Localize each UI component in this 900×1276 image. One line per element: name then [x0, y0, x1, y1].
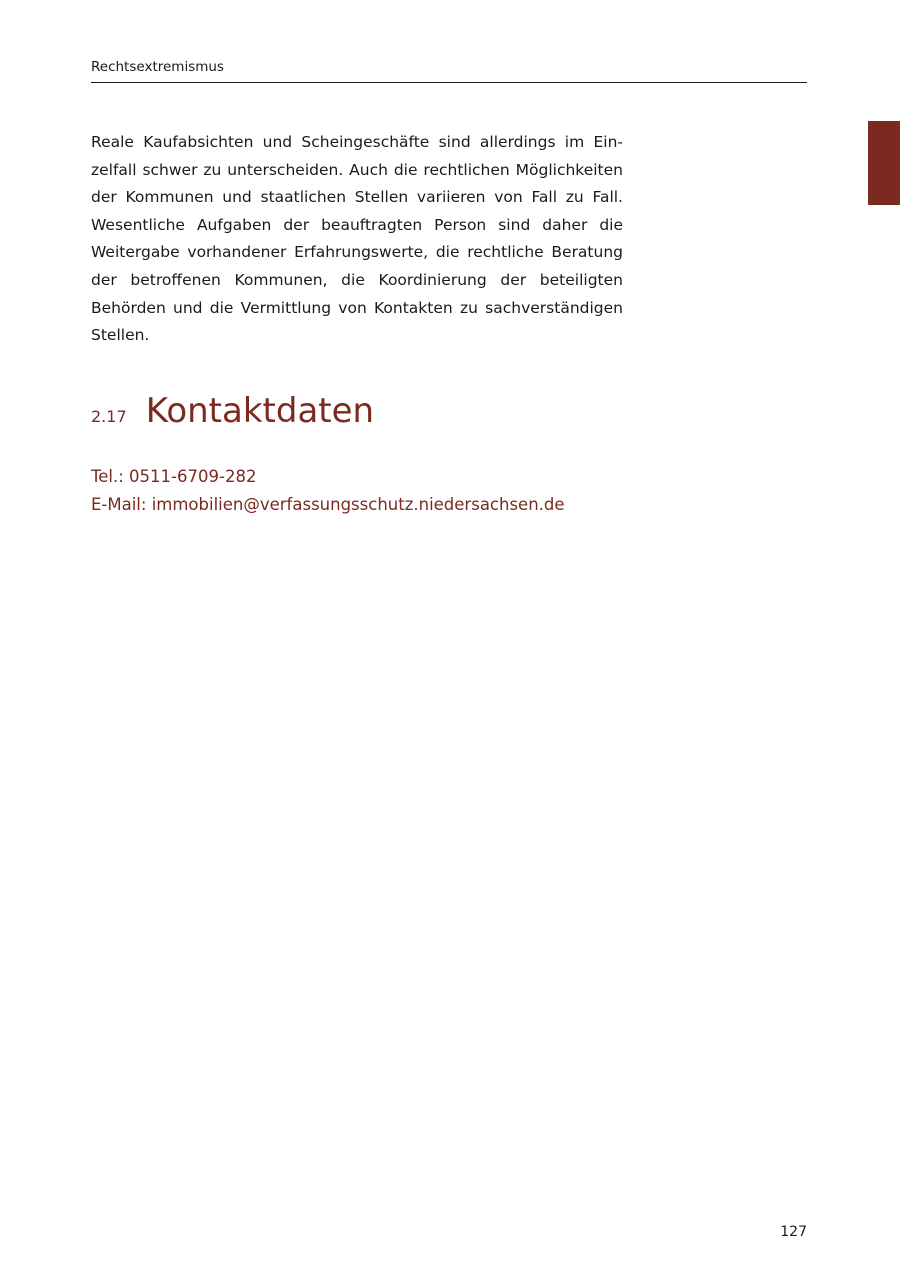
contact-phone: Tel.: 0511-6709-282: [91, 467, 257, 486]
chapter-tab-marker: [868, 121, 900, 205]
section-title: Kontaktdaten: [145, 391, 375, 431]
contact-email[interactable]: E-Mail: immobilien@verfassungsschutz.niedersachsen.de: [91, 495, 565, 514]
page-number: 127: [780, 1224, 807, 1240]
section-number: 2.17: [91, 407, 127, 426]
section-heading: [91, 391, 374, 441]
contact-block: [91, 463, 565, 519]
running-header-title: Rechtsextremismus: [91, 59, 224, 75]
body-paragraph: Reale Kaufabsichten und Scheingeschäfte sind allerdings im Einzelfall schwer zu unterscheiden. Auch die rechtlichen Möglichkeiten der Kommunen und staatlichen Stellen variieren von Fall zu Fall. Wesentliche Aufgaben der beauftragten Person sind daher die Weitergabe vorhandener Erfahrungswerte, die rechtliche Beratung der betroffenen Kommunen, die Koordinierung der beteiligten Behörden und die Vermittlung von Kontakten zu sachverständigen Stellen.: [91, 133, 623, 345]
running-header: [91, 58, 807, 83]
